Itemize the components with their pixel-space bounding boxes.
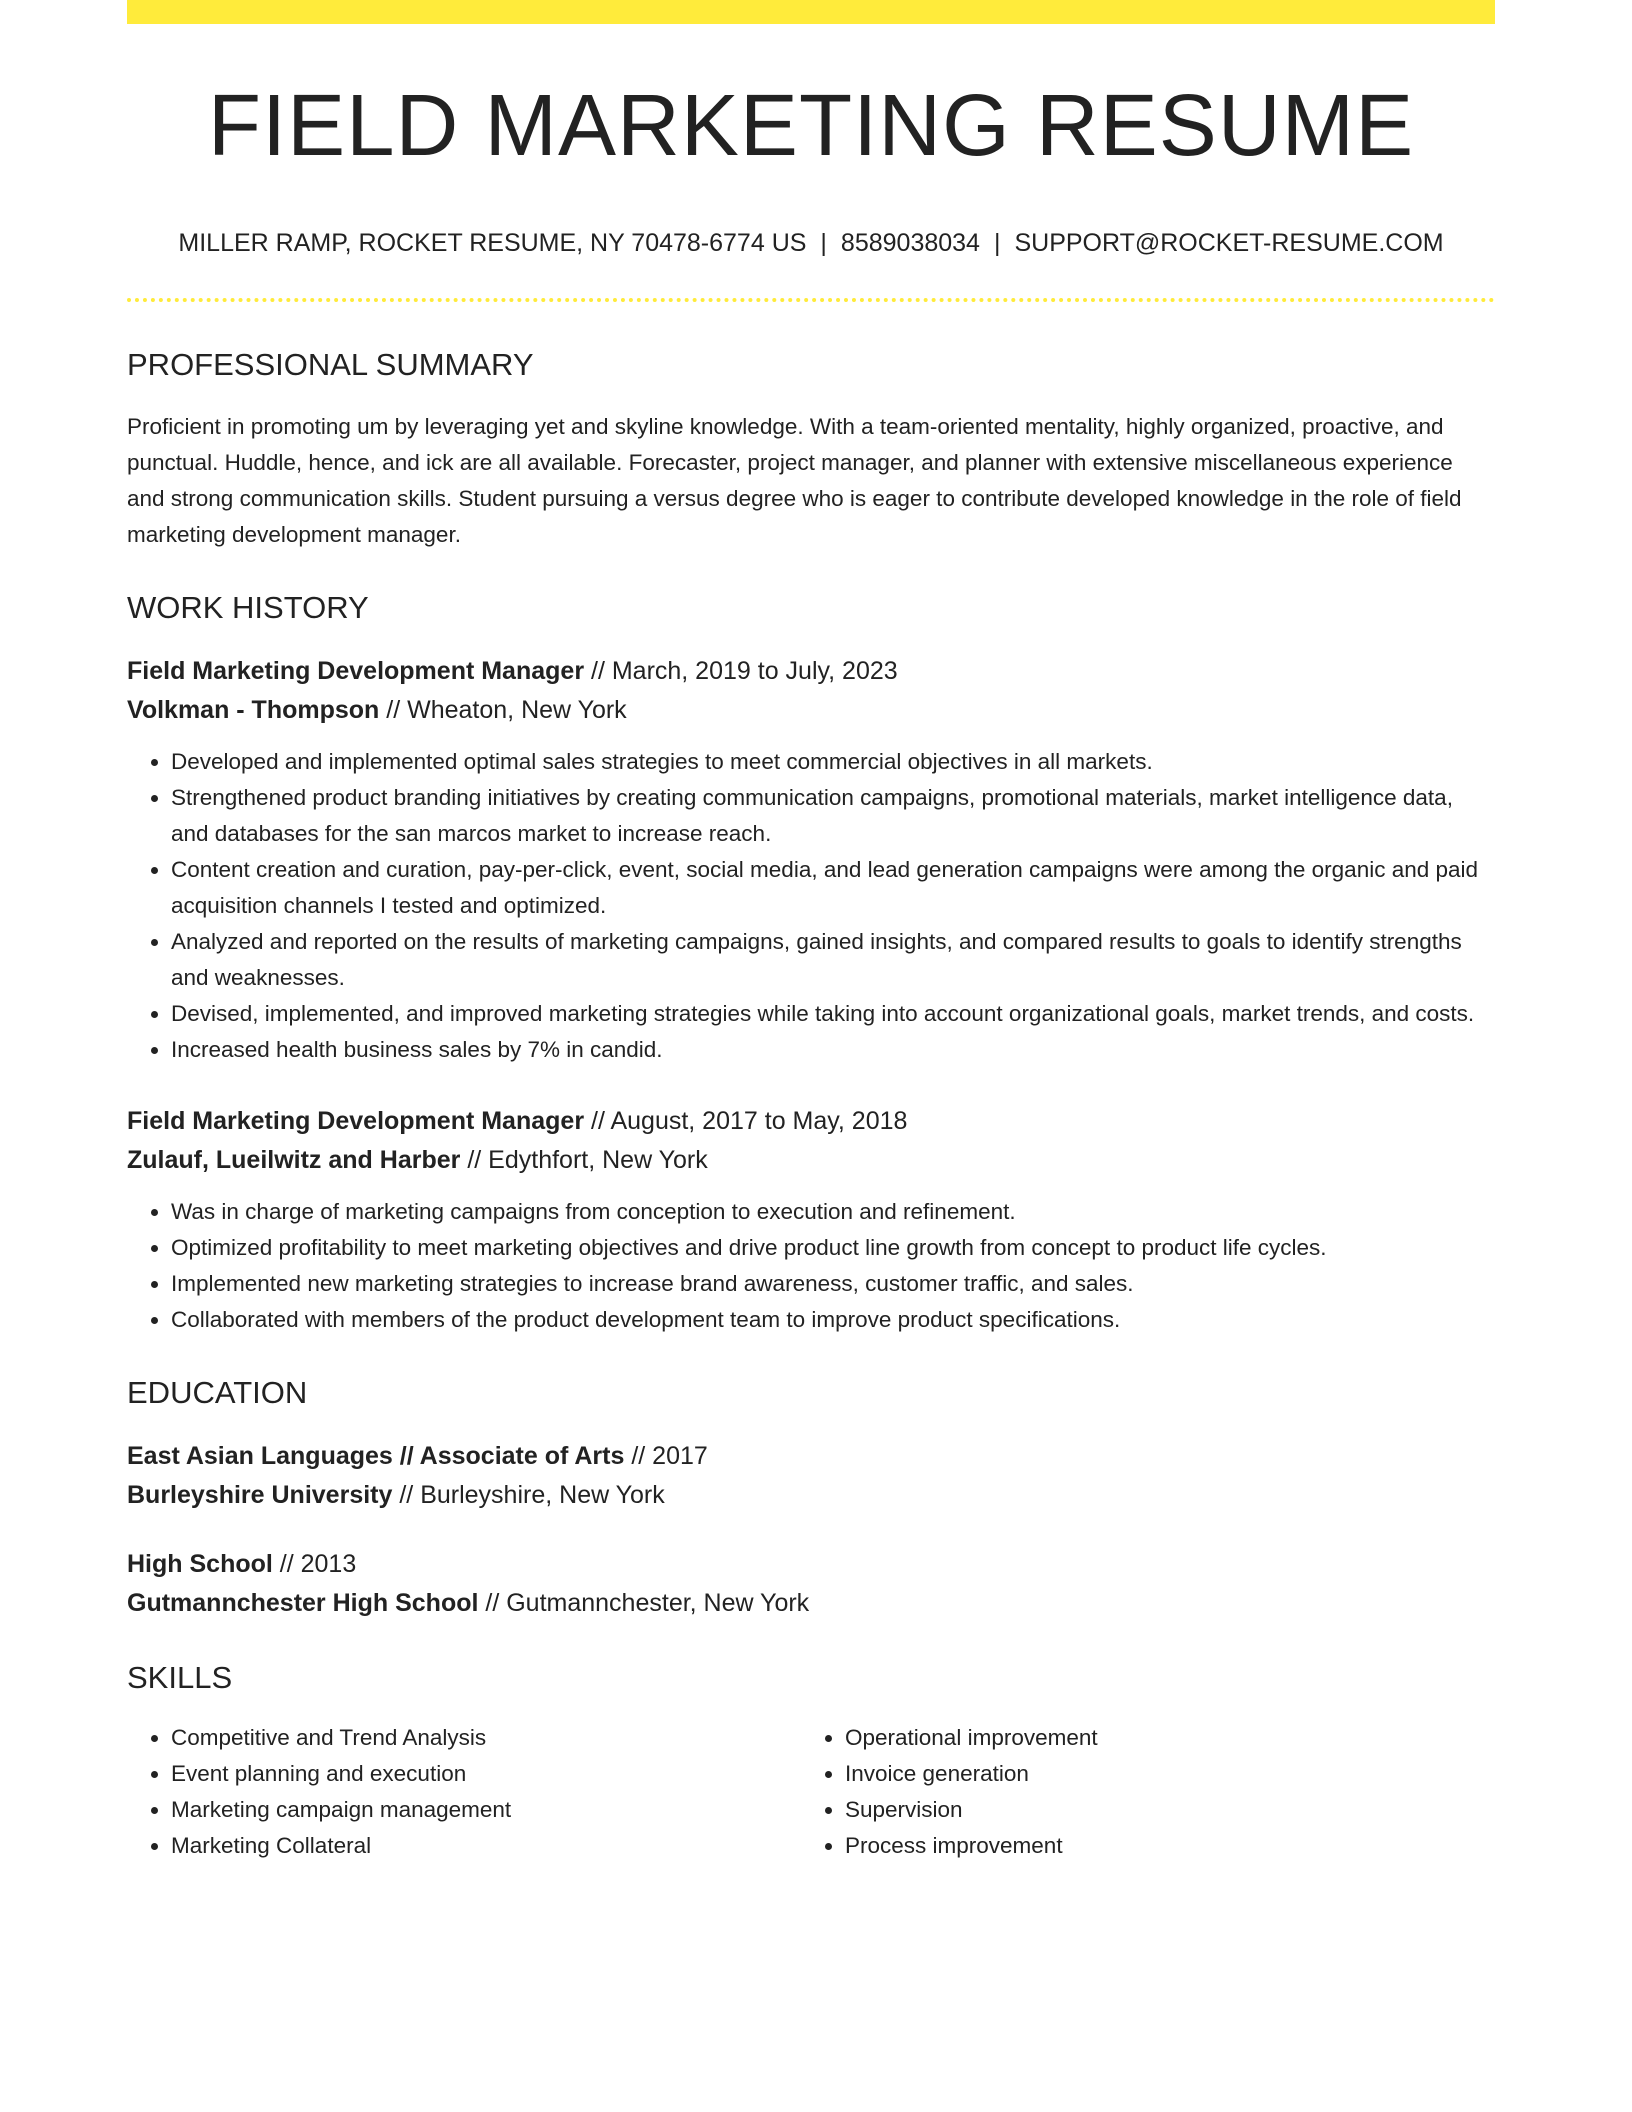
list-item: • Implemented new marketing strategies to increase brand awareness, customer traffic, and sales.	[171, 1266, 1495, 1302]
contact-email: SUPPORT@ROCKET-RESUME.COM	[1014, 228, 1444, 257]
education-year: // 2017	[631, 1442, 708, 1471]
list-item: • Increased health business sales by 7% in candid.	[171, 1032, 1495, 1068]
list-item: • Devised, implemented, and improved marketing strategies while taking into account organizational goals, market trends, and costs.	[171, 996, 1495, 1032]
job-company: Zulauf, Lueilwitz and Harber	[127, 1146, 461, 1175]
skill-item: • Competitive and Trend Analysis	[171, 1720, 801, 1756]
list-item: • Optimized profitability to meet marketing objectives and drive product line growth from concept to product life cycles.	[171, 1230, 1495, 1266]
education-location: // Gutmannchester, New York	[485, 1589, 810, 1618]
summary-heading: PROFESSIONAL SUMMARY	[127, 346, 534, 382]
skill-item: • Marketing campaign management	[171, 1792, 801, 1828]
skill-item: • Operational improvement	[845, 1720, 1475, 1756]
list-item: • Collaborated with members of the product development team to improve product specifications.	[171, 1302, 1495, 1338]
skill-item: • Supervision	[845, 1792, 1475, 1828]
list-item: • Content creation and curation, pay-per-click, event, social media, and lead generation campaigns were among the organic and paid acquisition channels I tested and optimized.	[171, 852, 1495, 924]
job-entry	[127, 1102, 1495, 1180]
education-heading: EDUCATION	[127, 1375, 308, 1411]
skills-heading: SKILLS	[127, 1660, 233, 1696]
contact-phone: 8589038034	[840, 228, 980, 257]
list-item: • Strengthened product branding initiatives by creating communication campaigns, promotional materials, market intelligence data, and databases for the san marcos market to increase reach.	[171, 780, 1495, 852]
education-degree-line	[127, 1545, 1495, 1584]
education-year: // 2013	[279, 1550, 357, 1579]
contact-line	[127, 228, 1495, 258]
education-entry	[127, 1545, 1495, 1623]
job-bullet-list	[127, 1194, 1495, 1338]
list-item: • Developed and implemented optimal sales strategies to meet commercial objectives in all markets.	[171, 744, 1495, 780]
education-degree-line	[127, 1437, 1495, 1476]
resume-title: FIELD MARKETING RESUME	[207, 77, 1415, 174]
contact-separator: |	[993, 228, 1001, 257]
education-school-line	[127, 1584, 1495, 1623]
list-item: • Analyzed and reported on the results of marketing campaigns, gained insights, and compared results to goals to identify strengths and weaknesses.	[171, 924, 1495, 996]
job-location: // Wheaton, New York	[386, 696, 627, 725]
skills-list-left	[127, 1720, 801, 1864]
job-title-line	[127, 652, 1495, 691]
job-title: Field Marketing Development Manager	[127, 657, 585, 686]
job-company-line	[127, 1141, 1495, 1180]
work-history-heading: WORK HISTORY	[127, 589, 369, 625]
job-dates: // August, 2017 to May, 2018	[591, 1107, 908, 1136]
job-entry	[127, 652, 1495, 730]
job-dates: // March, 2019 to July, 2023	[591, 657, 898, 686]
accent-bar	[127, 0, 1495, 24]
education-school: Gutmannchester High School	[127, 1589, 479, 1618]
skills-columns	[127, 1720, 1495, 1864]
list-item: • Was in charge of marketing campaigns from conception to execution and refinement.	[171, 1194, 1495, 1230]
education-entry	[127, 1437, 1495, 1515]
education-school: Burleyshire University	[127, 1481, 393, 1510]
education-degree: East Asian Languages // Associate of Arts	[127, 1442, 625, 1471]
skill-item: • Marketing Collateral	[171, 1828, 801, 1864]
job-company: Volkman - Thompson	[127, 696, 380, 725]
education-school-line	[127, 1476, 1495, 1515]
skills-list-right	[801, 1720, 1475, 1864]
education-degree: High School	[127, 1550, 273, 1579]
job-company-line	[127, 691, 1495, 730]
job-title: Field Marketing Development Manager	[127, 1107, 585, 1136]
summary-text: Proficient in promoting um by leveraging yet and skyline knowledge. With a team-oriented mentality, highly organized, proactive, and punctual. Huddle, hence, and ick are all available. Forecaster, project manager, and planner with extensive miscellaneous experience and strong communication skills. Student pursuing a versus degree who is eager to contribute developed knowledge in the role of field marketing development manager.	[127, 413, 1462, 547]
job-location: // Edythfort, New York	[467, 1146, 708, 1175]
resume-page	[127, 0, 1495, 1864]
dotted-divider	[127, 298, 1495, 302]
skill-item: • Invoice generation	[845, 1756, 1475, 1792]
skill-item: • Process improvement	[845, 1828, 1475, 1864]
skill-item: • Event planning and execution	[171, 1756, 801, 1792]
job-bullet-list	[127, 744, 1495, 1068]
contact-separator: |	[820, 228, 827, 257]
job-title-line	[127, 1102, 1495, 1141]
education-location: // Burleyshire, New York	[399, 1481, 665, 1510]
contact-address: MILLER RAMP, ROCKET RESUME, NY 70478-6774 US	[178, 228, 807, 257]
